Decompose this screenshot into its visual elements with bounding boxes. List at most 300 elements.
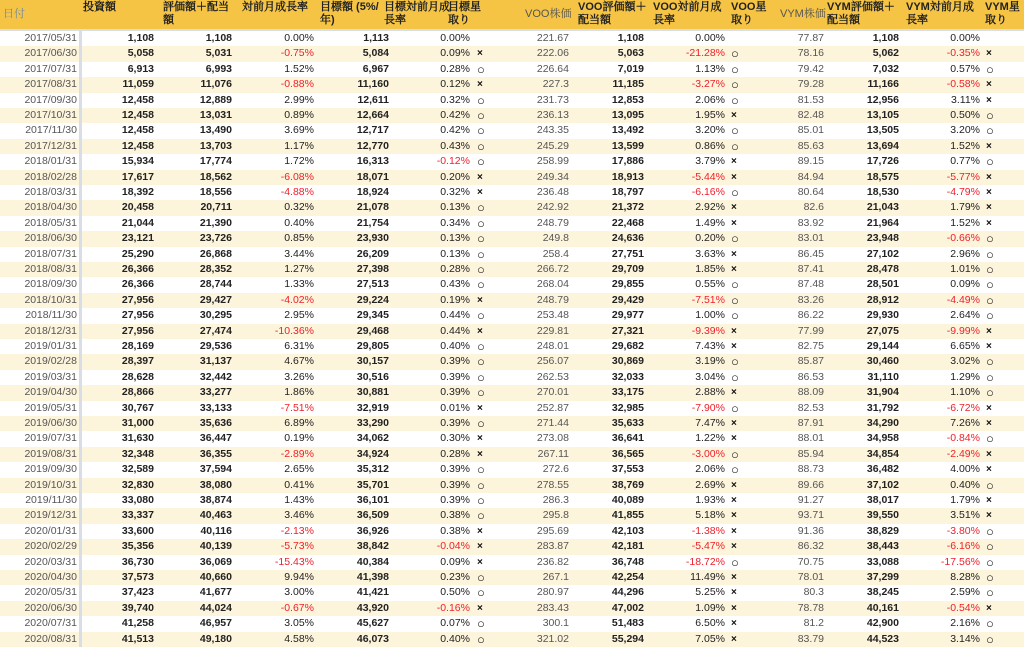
cell-date[interactable]: 2020/05/31	[24, 586, 77, 599]
cell-target-rate[interactable]: 0.39%	[440, 355, 470, 368]
cell-date[interactable]: 2019/01/31	[24, 340, 77, 352]
header-target-star[interactable]	[448, 1, 481, 27]
circle-mark-icon[interactable]: ○	[477, 462, 485, 478]
cell-target[interactable]: 21,754	[356, 216, 389, 229]
cell-voo-rate[interactable]: 7.05%	[695, 632, 725, 645]
cell-invest[interactable]: 39,740	[121, 601, 154, 614]
circle-mark-icon[interactable]: ○	[477, 108, 485, 123]
cell-voo-price[interactable]: 222.06	[536, 47, 569, 60]
cell-target[interactable]: 30,516	[356, 370, 389, 383]
circle-mark-icon[interactable]: ○	[477, 231, 485, 247]
cell-invest[interactable]: 20,458	[121, 201, 154, 214]
cell-target[interactable]: 29,805	[356, 340, 389, 352]
cell-vym-eval[interactable]: 27,102	[866, 247, 899, 260]
header-vym-price[interactable]: VYM株価	[780, 8, 826, 20]
cell-voo-rate[interactable]: 0.86%	[695, 139, 725, 152]
cell-target[interactable]: 12,611	[357, 93, 389, 106]
cell-voo-rate[interactable]: 2.88%	[695, 386, 725, 399]
cross-mark-icon[interactable]: ×	[731, 217, 737, 229]
cell-target[interactable]: 36,509	[356, 509, 389, 522]
cell-vym-price[interactable]: 83.79	[797, 632, 824, 645]
cell-target-rate[interactable]: 0.01%	[440, 401, 470, 414]
cell-date[interactable]: 2017/07/31	[24, 62, 77, 75]
cell-rate[interactable]: 0.00%	[284, 32, 314, 44]
cell-voo-rate[interactable]: 3.20%	[695, 124, 725, 137]
cross-mark-icon[interactable]: ×	[731, 248, 737, 260]
cell-vym-price[interactable]: 89.66	[797, 478, 824, 491]
header-target-rate[interactable]	[384, 1, 450, 27]
cell-target-rate[interactable]: 0.40%	[440, 632, 470, 645]
cell-voo-price[interactable]: 272.6	[542, 463, 569, 476]
cell-eval[interactable]: 38,874	[199, 494, 232, 506]
cell-rate[interactable]: 2.65%	[284, 463, 314, 476]
cell-vym-price[interactable]: 82.48	[797, 109, 824, 121]
circle-mark-icon[interactable]: ○	[477, 493, 485, 508]
cell-target[interactable]: 32,919	[356, 401, 389, 414]
cell-eval[interactable]: 33,133	[199, 401, 232, 414]
cell-date[interactable]: 2020/07/31	[24, 617, 77, 630]
cell-voo-eval[interactable]: 44,296	[611, 586, 644, 599]
circle-mark-icon[interactable]: ○	[731, 400, 739, 416]
cell-eval[interactable]: 12,889	[199, 93, 232, 106]
cell-rate[interactable]: 0.85%	[284, 232, 314, 245]
cell-voo-eval[interactable]: 13,599	[611, 139, 644, 152]
cell-rate[interactable]: -2.13%	[280, 524, 314, 537]
cell-voo-price[interactable]: 221.67	[536, 32, 569, 44]
cell-date[interactable]: 2019/12/31	[24, 509, 77, 522]
cell-voo-eval[interactable]: 29,977	[611, 309, 644, 322]
cell-invest[interactable]: 21,044	[121, 216, 154, 229]
cross-mark-icon[interactable]: ×	[731, 156, 737, 168]
circle-mark-icon[interactable]: ○	[477, 508, 485, 524]
cross-mark-icon[interactable]: ×	[477, 448, 483, 460]
circle-mark-icon[interactable]: ○	[477, 354, 485, 370]
cell-voo-price[interactable]: 236.48	[536, 186, 569, 198]
cell-target-rate[interactable]: 0.13%	[440, 232, 470, 245]
cross-mark-icon[interactable]: ×	[731, 510, 737, 522]
cell-vym-price[interactable]: 91.36	[797, 524, 824, 537]
cell-voo-price[interactable]: 229.81	[536, 324, 569, 337]
cell-target[interactable]: 34,924	[356, 447, 389, 460]
cell-vym-price[interactable]: 78.16	[797, 47, 824, 60]
cell-vym-price[interactable]: 83.26	[797, 293, 824, 306]
cell-eval[interactable]: 28,352	[199, 263, 232, 275]
cell-date[interactable]: 2017/06/30	[24, 47, 77, 60]
cell-voo-rate[interactable]: 5.25%	[695, 586, 725, 599]
circle-mark-icon[interactable]: ○	[477, 277, 485, 293]
cross-mark-icon[interactable]: ×	[986, 341, 992, 352]
cell-voo-rate[interactable]: 2.69%	[695, 478, 725, 491]
cross-mark-icon[interactable]: ×	[986, 402, 992, 414]
cell-vym-price[interactable]: 87.48	[797, 278, 824, 291]
cell-invest[interactable]: 18,392	[121, 186, 154, 198]
cell-voo-rate[interactable]: -5.47%	[691, 540, 725, 553]
circle-mark-icon[interactable]: ○	[477, 616, 485, 632]
cross-mark-icon[interactable]: ×	[477, 402, 483, 414]
cell-eval[interactable]: 44,024	[199, 601, 232, 614]
cell-target[interactable]: 43,920	[356, 601, 389, 614]
cell-target-rate[interactable]: 0.09%	[440, 555, 470, 568]
circle-mark-icon[interactable]: ○	[986, 354, 994, 370]
cell-vym-rate[interactable]: -6.16%	[946, 540, 980, 553]
circle-mark-icon[interactable]: ○	[986, 554, 994, 570]
cell-voo-rate[interactable]: 1.49%	[695, 216, 725, 229]
cell-invest[interactable]: 12,458	[121, 93, 154, 106]
cell-target[interactable]: 46,073	[356, 632, 389, 645]
cell-target-rate[interactable]: 0.40%	[440, 340, 470, 352]
cell-voo-price[interactable]: 283.43	[536, 601, 569, 614]
circle-mark-icon[interactable]: ○	[477, 61, 485, 77]
cell-date[interactable]: 2019/07/31	[24, 432, 77, 445]
cell-vym-eval[interactable]: 38,017	[866, 494, 899, 506]
cell-eval[interactable]: 6,993	[205, 62, 232, 75]
cell-voo-price[interactable]: 270.01	[536, 386, 569, 399]
cell-invest[interactable]: 12,458	[121, 139, 154, 152]
cell-voo-price[interactable]: 248.79	[536, 216, 569, 229]
circle-mark-icon[interactable]: ○	[477, 570, 485, 585]
cell-target-rate[interactable]: 0.00%	[440, 32, 470, 44]
cross-mark-icon[interactable]: ×	[986, 464, 992, 476]
cell-vym-price[interactable]: 85.01	[797, 124, 824, 137]
cell-rate[interactable]: 3.69%	[284, 124, 314, 137]
cross-mark-icon[interactable]: ×	[731, 325, 737, 337]
cell-target[interactable]: 29,468	[356, 324, 389, 337]
cell-date[interactable]: 2017/11/30	[25, 124, 77, 137]
cell-vym-eval[interactable]: 23,948	[866, 232, 899, 245]
cell-voo-price[interactable]: 236.13	[536, 109, 569, 121]
cell-vym-rate[interactable]: -0.35%	[946, 47, 980, 60]
cross-mark-icon[interactable]: ×	[477, 79, 483, 91]
cell-invest[interactable]: 15,934	[121, 155, 154, 168]
cell-eval[interactable]: 40,139	[199, 540, 232, 553]
cell-voo-rate[interactable]: 2.06%	[695, 93, 725, 106]
header-rate[interactable]	[242, 1, 308, 14]
cell-voo-price[interactable]: 278.55	[536, 478, 569, 491]
cell-voo-rate[interactable]: 1.22%	[695, 432, 725, 445]
cell-eval[interactable]: 23,726	[199, 232, 232, 245]
cell-voo-rate[interactable]: 3.79%	[695, 155, 725, 168]
cell-invest[interactable]: 31,630	[121, 432, 154, 445]
circle-mark-icon[interactable]: ○	[477, 339, 485, 354]
cell-vym-price[interactable]: 85.94	[797, 447, 824, 460]
cell-invest[interactable]: 27,956	[121, 293, 154, 306]
circle-mark-icon[interactable]: ○	[731, 61, 739, 77]
cell-vym-eval[interactable]: 44,523	[866, 632, 899, 645]
cross-mark-icon[interactable]: ×	[477, 325, 483, 337]
circle-mark-icon[interactable]: ○	[477, 385, 485, 401]
cell-vym-eval[interactable]: 27,075	[866, 324, 899, 337]
cell-target-rate[interactable]: 0.13%	[440, 201, 470, 214]
cross-mark-icon[interactable]: ×	[986, 602, 992, 614]
cell-voo-rate[interactable]: 2.92%	[695, 201, 725, 214]
cross-mark-icon[interactable]: ×	[731, 495, 737, 506]
cell-invest[interactable]: 28,397	[121, 355, 154, 368]
cell-target-rate[interactable]: 0.28%	[440, 263, 470, 275]
header-date[interactable]: 日付	[3, 8, 25, 20]
circle-mark-icon[interactable]: ○	[477, 154, 485, 170]
cell-rate[interactable]: 3.05%	[284, 617, 314, 630]
cell-voo-price[interactable]: 267.11	[537, 447, 569, 460]
cell-rate[interactable]: 3.26%	[284, 370, 314, 383]
cell-vym-eval[interactable]: 31,110	[867, 370, 899, 383]
cell-voo-price[interactable]: 243.35	[536, 124, 569, 137]
cell-target[interactable]: 33,290	[356, 417, 389, 429]
cell-target[interactable]: 18,071	[356, 170, 389, 183]
cell-voo-eval[interactable]: 35,633	[611, 417, 644, 429]
cell-target-rate[interactable]: 0.39%	[440, 417, 470, 429]
cell-voo-price[interactable]: 248.01	[536, 340, 569, 352]
cell-vym-eval[interactable]: 13,505	[866, 124, 899, 137]
cross-mark-icon[interactable]: ×	[731, 433, 737, 445]
cell-rate[interactable]: 0.89%	[284, 109, 314, 121]
cell-invest[interactable]: 6,913	[127, 62, 154, 75]
cell-invest[interactable]: 27,956	[121, 324, 154, 337]
cell-target[interactable]: 29,345	[356, 309, 389, 322]
cell-voo-price[interactable]: 227.3	[542, 78, 569, 91]
cell-eval[interactable]: 36,447	[199, 432, 232, 445]
circle-mark-icon[interactable]: ○	[986, 477, 994, 493]
circle-mark-icon[interactable]: ○	[986, 154, 994, 170]
cross-mark-icon[interactable]: ×	[986, 495, 992, 506]
circle-mark-icon[interactable]: ○	[731, 138, 739, 154]
cross-mark-icon[interactable]: ×	[731, 264, 737, 275]
cell-voo-price[interactable]: 252.87	[536, 401, 569, 414]
cell-vym-price[interactable]: 80.3	[803, 586, 824, 599]
cell-eval[interactable]: 32,442	[199, 370, 232, 383]
cell-voo-rate[interactable]: 1.95%	[695, 109, 725, 121]
cell-vym-rate[interactable]: -5.77%	[946, 170, 980, 183]
cross-mark-icon[interactable]: ×	[986, 187, 992, 198]
circle-mark-icon[interactable]: ○	[731, 308, 739, 324]
cell-voo-rate[interactable]: 7.47%	[695, 417, 725, 429]
cell-vym-rate[interactable]: 1.01%	[950, 263, 980, 275]
circle-mark-icon[interactable]: ○	[986, 385, 994, 401]
cell-vym-price[interactable]: 85.63	[797, 139, 824, 152]
cell-rate[interactable]: -5.73%	[280, 540, 314, 553]
cell-voo-price[interactable]: 295.8	[542, 509, 569, 522]
cell-vym-rate[interactable]: 3.20%	[950, 124, 980, 137]
cell-date[interactable]: 2018/11/30	[25, 309, 77, 322]
cell-rate[interactable]: 3.44%	[284, 247, 314, 260]
cell-target[interactable]: 12,770	[356, 139, 389, 152]
cell-voo-eval[interactable]: 41,855	[611, 509, 644, 522]
header-vym-star[interactable]	[985, 1, 1020, 27]
cross-mark-icon[interactable]: ×	[477, 171, 483, 183]
cell-target-rate[interactable]: 0.32%	[440, 93, 470, 106]
cell-target-rate[interactable]: 0.32%	[440, 186, 470, 198]
cell-voo-eval[interactable]: 29,855	[611, 278, 644, 291]
cell-vym-price[interactable]: 88.09	[797, 386, 824, 399]
cell-voo-price[interactable]: 245.29	[536, 139, 569, 152]
cell-rate[interactable]: 0.41%	[284, 478, 314, 491]
cell-rate[interactable]: 1.72%	[284, 155, 314, 168]
cell-invest[interactable]: 5,058	[127, 47, 154, 60]
cell-vym-rate[interactable]: 6.65%	[950, 340, 980, 352]
cell-invest[interactable]: 41,258	[121, 617, 154, 630]
cell-date[interactable]: 2018/03/31	[24, 186, 77, 198]
cell-voo-eval[interactable]: 29,682	[611, 340, 644, 352]
cell-eval[interactable]: 20,711	[200, 201, 232, 214]
cell-invest[interactable]: 27,956	[121, 309, 154, 322]
header-voo-rate[interactable]	[653, 1, 721, 27]
cell-vym-eval[interactable]: 21,964	[866, 216, 899, 229]
cell-rate[interactable]: -10.36%	[274, 324, 314, 337]
circle-mark-icon[interactable]: ○	[731, 554, 739, 570]
cell-vym-rate[interactable]: 0.50%	[950, 109, 980, 121]
circle-mark-icon[interactable]: ○	[477, 631, 485, 647]
cell-invest[interactable]: 26,366	[121, 278, 154, 291]
cell-rate[interactable]: -6.08%	[280, 170, 314, 183]
cell-target-rate[interactable]: 0.12%	[440, 78, 470, 91]
cross-mark-icon[interactable]: ×	[986, 418, 992, 429]
cell-target-rate[interactable]: 0.09%	[440, 47, 470, 60]
cell-target-rate[interactable]: 0.28%	[440, 447, 470, 460]
cell-target[interactable]: 12,717	[356, 124, 389, 137]
cell-vym-eval[interactable]: 13,694	[866, 139, 899, 152]
cell-voo-eval[interactable]: 38,769	[611, 478, 644, 491]
cross-mark-icon[interactable]: ×	[477, 602, 483, 614]
cell-vym-rate[interactable]: 4.00%	[950, 463, 980, 476]
cross-mark-icon[interactable]: ×	[731, 572, 737, 583]
cell-target-rate[interactable]: -0.12%	[436, 155, 470, 168]
cell-voo-rate[interactable]: -5.44%	[691, 170, 725, 183]
cross-mark-icon[interactable]: ×	[986, 171, 992, 183]
cell-date[interactable]: 2017/05/31	[24, 32, 77, 44]
cell-vym-price[interactable]: 82.53	[797, 401, 824, 414]
cell-vym-eval[interactable]: 36,482	[866, 463, 899, 476]
frozen-pane-divider[interactable]	[79, 31, 82, 647]
cell-target-rate[interactable]: 0.19%	[440, 293, 470, 306]
cell-eval[interactable]: 28,744	[199, 278, 232, 291]
cell-target-rate[interactable]: 0.39%	[440, 463, 470, 476]
cell-voo-price[interactable]: 273.08	[536, 432, 569, 445]
cell-date[interactable]: 2020/08/31	[24, 632, 77, 645]
cell-date[interactable]: 2019/09/30	[24, 463, 77, 476]
cell-eval[interactable]: 36,069	[199, 555, 232, 568]
header-voo-price[interactable]: VOO株価	[525, 8, 572, 20]
cell-date[interactable]: 2018/06/30	[24, 232, 77, 245]
cell-invest[interactable]: 37,423	[121, 586, 154, 599]
cross-mark-icon[interactable]: ×	[477, 433, 483, 445]
cell-voo-price[interactable]: 236.82	[536, 555, 569, 568]
cell-voo-price[interactable]: 267.1	[542, 571, 569, 583]
cell-voo-eval[interactable]: 37,553	[611, 463, 644, 476]
cell-invest[interactable]: 1,108	[127, 32, 154, 44]
cell-target[interactable]: 1,113	[363, 32, 389, 44]
cell-voo-rate[interactable]: 2.06%	[695, 463, 725, 476]
cell-vym-rate[interactable]: 1.29%	[950, 370, 980, 383]
cell-vym-price[interactable]: 77.87	[797, 32, 824, 44]
cell-vym-price[interactable]: 80.64	[797, 186, 824, 198]
cell-voo-eval[interactable]: 5,063	[617, 47, 644, 60]
cell-vym-price[interactable]: 78.01	[797, 571, 824, 583]
cell-vym-eval[interactable]: 12,956	[866, 93, 899, 106]
cell-vym-rate[interactable]: 1.10%	[950, 386, 980, 399]
cell-target-rate[interactable]: 0.13%	[440, 247, 470, 260]
cell-vym-rate[interactable]: -2.49%	[946, 447, 980, 460]
cross-mark-icon[interactable]: ×	[986, 448, 992, 460]
cell-vym-eval[interactable]: 30,460	[866, 355, 899, 368]
cell-eval[interactable]: 18,562	[199, 170, 232, 183]
header-invest[interactable]	[83, 1, 116, 14]
cell-vym-rate[interactable]: 3.14%	[950, 632, 980, 645]
circle-mark-icon[interactable]: ○	[477, 416, 485, 431]
cell-date[interactable]: 2017/12/31	[24, 139, 77, 152]
cell-invest[interactable]: 32,348	[121, 447, 154, 460]
circle-mark-icon[interactable]: ○	[986, 246, 994, 262]
cell-voo-eval[interactable]: 36,565	[611, 447, 644, 460]
cell-rate[interactable]: 1.27%	[284, 263, 314, 275]
cell-rate[interactable]: 1.17%	[284, 139, 314, 152]
cross-mark-icon[interactable]: ×	[986, 94, 992, 106]
cell-vym-price[interactable]: 79.42	[797, 62, 824, 75]
circle-mark-icon[interactable]: ○	[477, 123, 485, 139]
cell-invest[interactable]: 26,366	[121, 263, 154, 275]
cell-eval[interactable]: 5,031	[205, 47, 232, 60]
cell-voo-price[interactable]: 258.99	[536, 155, 569, 168]
cell-vym-rate[interactable]: -0.84%	[946, 432, 980, 445]
cell-vym-eval[interactable]: 28,478	[866, 263, 899, 275]
cell-voo-eval[interactable]: 32,985	[611, 401, 644, 414]
cell-eval[interactable]: 13,490	[199, 124, 232, 137]
cell-eval[interactable]: 33,277	[199, 386, 232, 399]
cell-target[interactable]: 12,664	[356, 109, 389, 121]
cell-target-rate[interactable]: 0.20%	[440, 170, 470, 183]
cell-vym-rate[interactable]: -0.54%	[946, 601, 980, 614]
cell-vym-eval[interactable]: 38,245	[866, 586, 899, 599]
cell-voo-eval[interactable]: 7,019	[617, 62, 644, 75]
cell-target-rate[interactable]: 0.34%	[440, 216, 470, 229]
cell-vym-rate[interactable]: 1.79%	[950, 494, 980, 506]
cell-target[interactable]: 36,101	[356, 494, 389, 506]
circle-mark-icon[interactable]: ○	[731, 277, 739, 293]
cell-rate[interactable]: 1.52%	[284, 62, 314, 75]
cross-mark-icon[interactable]: ×	[986, 325, 992, 337]
cross-mark-icon[interactable]: ×	[731, 387, 737, 399]
cell-date[interactable]: 2019/11/30	[25, 494, 77, 506]
cell-target-rate[interactable]: 0.07%	[440, 617, 470, 630]
cell-vym-price[interactable]: 86.22	[797, 309, 824, 322]
cell-date[interactable]: 2018/08/31	[24, 263, 77, 275]
cell-rate[interactable]: 2.95%	[284, 309, 314, 322]
cell-invest[interactable]: 12,458	[121, 124, 154, 137]
cell-target-rate[interactable]: 0.39%	[440, 386, 470, 399]
cross-mark-icon[interactable]: ×	[477, 556, 483, 568]
cell-eval[interactable]: 18,556	[199, 186, 232, 198]
cell-eval[interactable]: 40,463	[199, 509, 232, 522]
circle-mark-icon[interactable]: ○	[477, 200, 485, 216]
cross-mark-icon[interactable]: ×	[986, 79, 992, 91]
cell-vym-price[interactable]: 81.53	[797, 93, 824, 106]
circle-mark-icon[interactable]: ○	[986, 277, 994, 293]
circle-mark-icon[interactable]: ○	[731, 185, 739, 200]
cell-voo-eval[interactable]: 24,636	[611, 232, 644, 245]
cell-voo-eval[interactable]: 36,748	[611, 555, 644, 568]
cross-mark-icon[interactable]: ×	[731, 479, 737, 491]
cell-voo-eval[interactable]: 47,002	[611, 601, 644, 614]
cell-vym-rate[interactable]: 1.52%	[950, 216, 980, 229]
cell-voo-rate[interactable]: 3.63%	[695, 247, 725, 260]
cell-voo-price[interactable]: 280.97	[536, 586, 569, 599]
cell-vym-eval[interactable]: 33,088	[866, 555, 899, 568]
circle-mark-icon[interactable]: ○	[986, 616, 994, 632]
cell-vym-eval[interactable]: 1,108	[872, 32, 899, 44]
cell-voo-rate[interactable]: 11.49%	[690, 571, 725, 583]
cell-date[interactable]: 2018/01/31	[24, 155, 77, 168]
cross-mark-icon[interactable]: ×	[986, 510, 992, 522]
circle-mark-icon[interactable]: ○	[477, 477, 485, 493]
cell-invest[interactable]: 36,730	[121, 555, 154, 568]
